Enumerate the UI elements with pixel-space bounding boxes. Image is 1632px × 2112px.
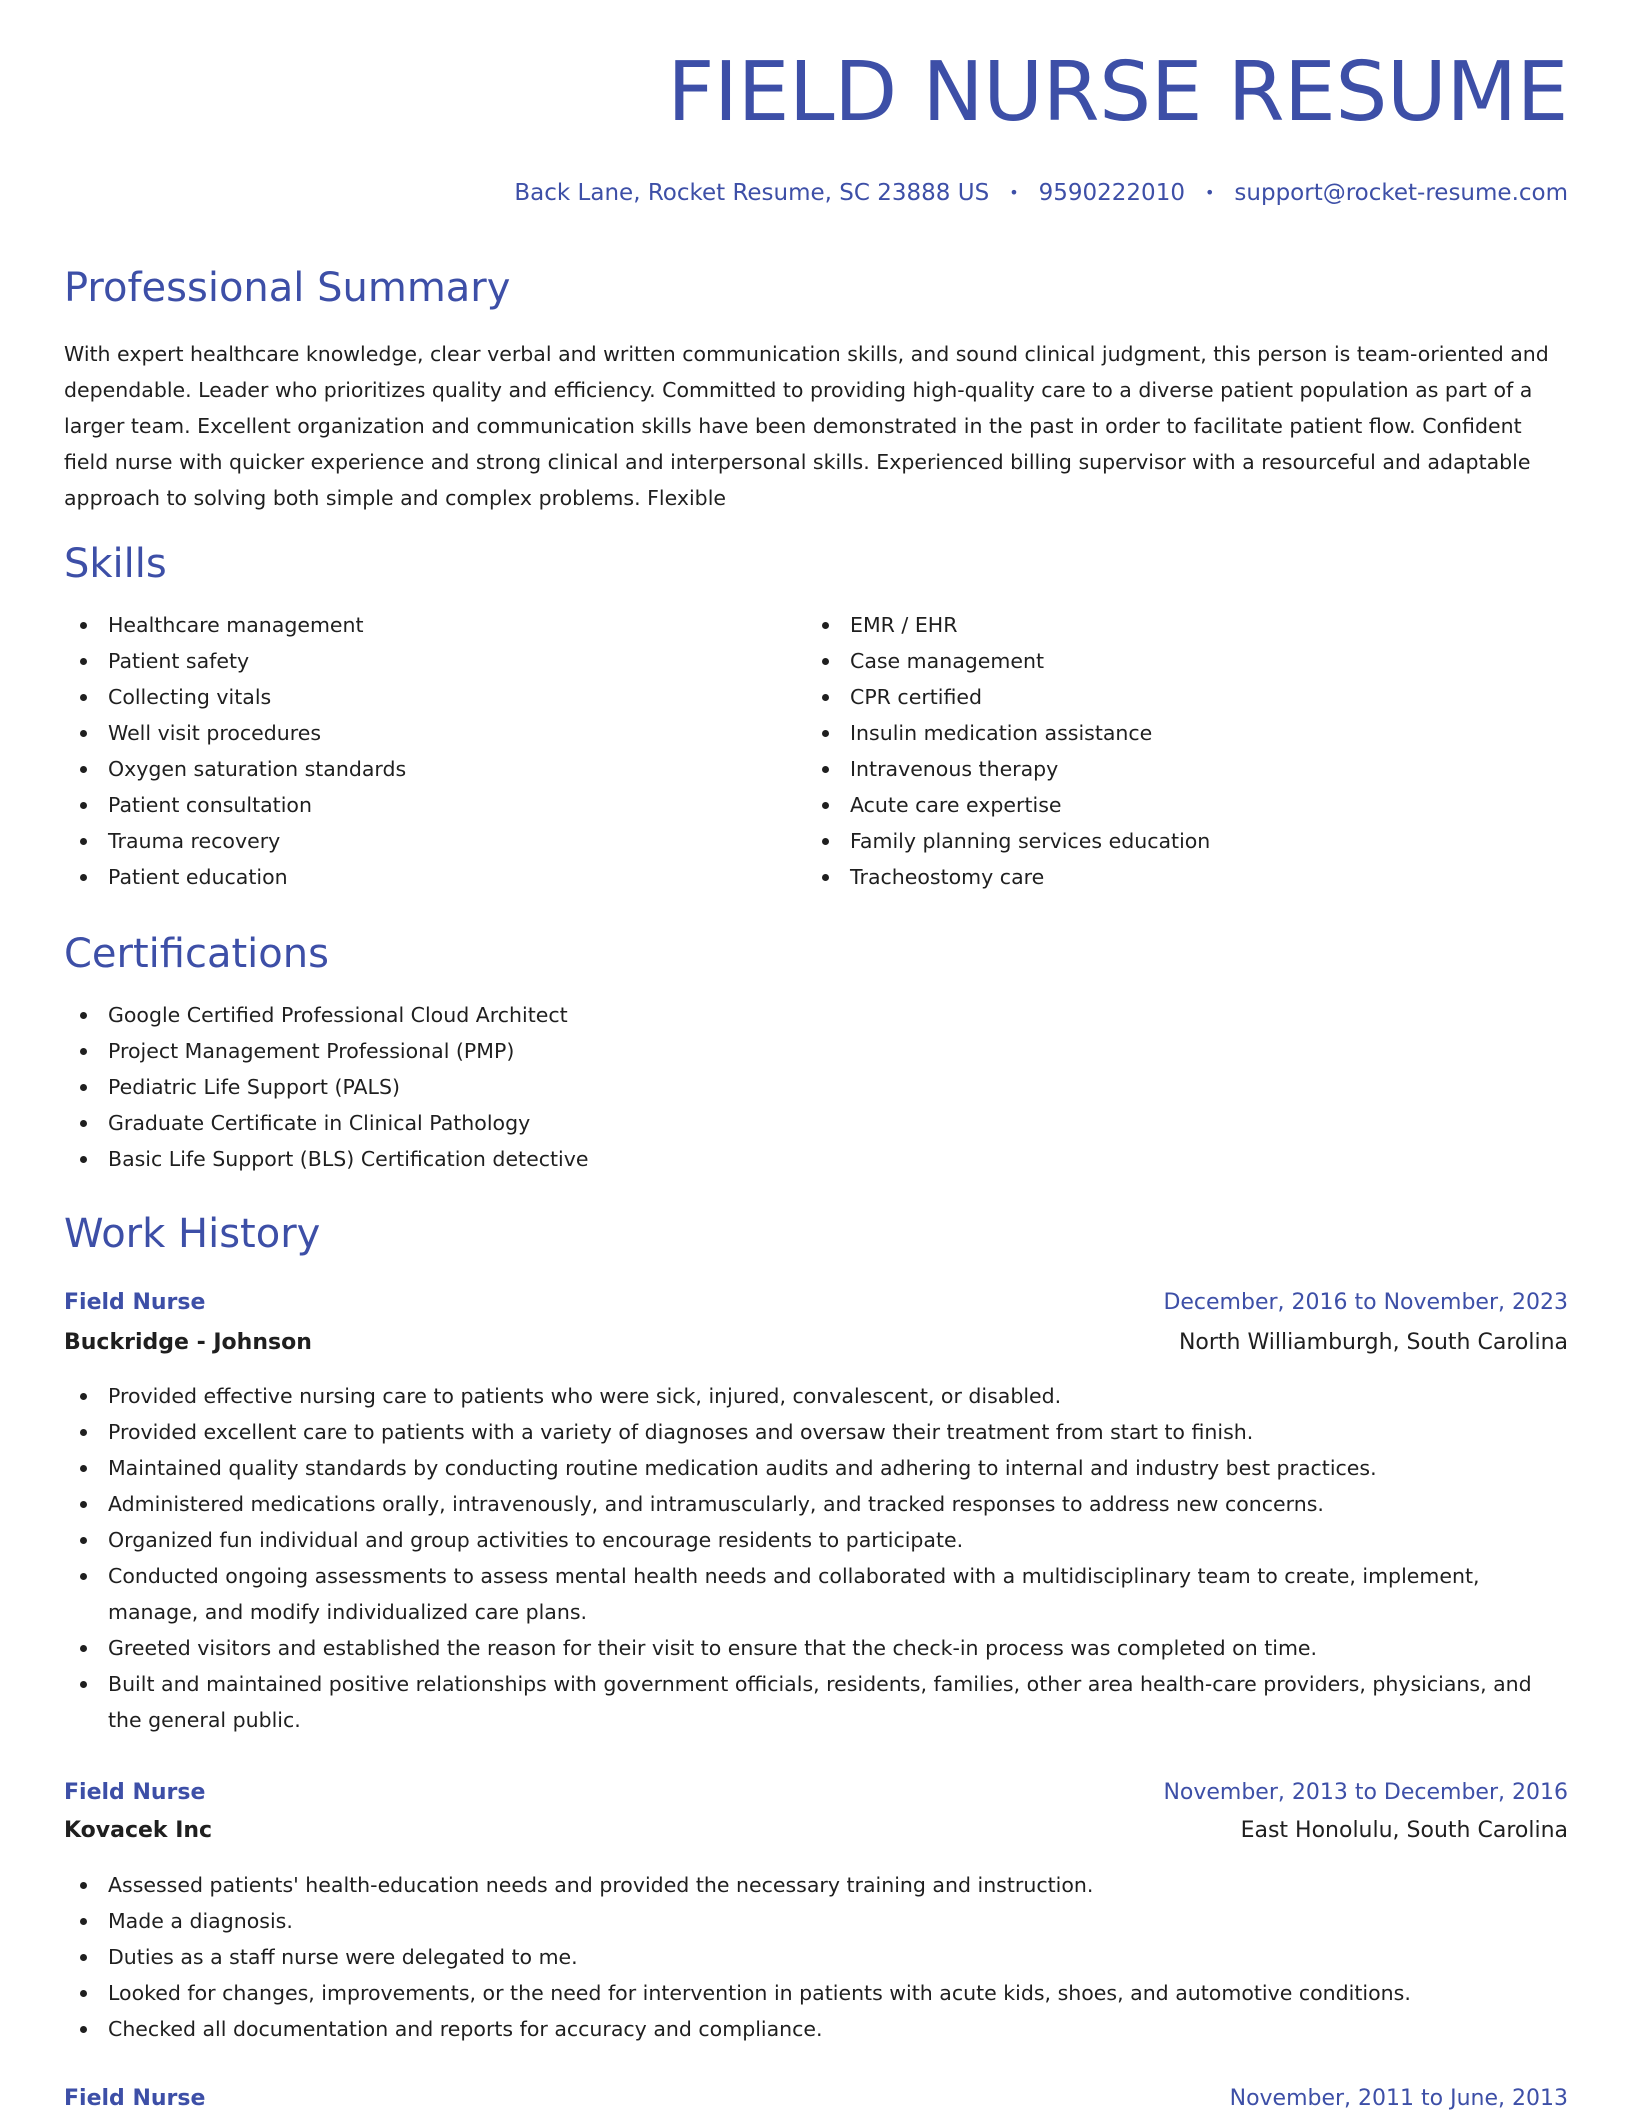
work-history-heading: Work History xyxy=(64,1211,321,1257)
job-duty-item: Provided effective nursing care to patients who were sick, injured, convalescent, or disabled. xyxy=(64,1378,1568,1414)
job-duty-item: Conducted ongoing assessments to assess mental health needs and collaborated with a multidisciplinary team to create, implement, manage, and modify individualized care plans. xyxy=(64,1558,1568,1630)
certification-item: Project Management Professional (PMP) xyxy=(64,1033,1568,1069)
job-duty-item: Duties as a staff nurse were delegated to me. xyxy=(64,1939,1568,1975)
job-duty-item: Checked all documentation and reports for accuracy and compliance. xyxy=(64,2011,1568,2047)
certification-item: Graduate Certificate in Clinical Pathology xyxy=(64,1105,1568,1141)
skill-item: Healthcare management xyxy=(64,607,764,643)
job-duty-item: Looked for changes, improvements, or the need for intervention in patients with acute kids, shoes, and automotive conditions. xyxy=(64,1975,1568,2011)
skill-item: Patient education xyxy=(64,859,764,895)
skill-item: Acute care expertise xyxy=(806,787,1506,823)
summary-text: With expert healthcare knowledge, clear verbal and written communication skills, and sound clinical judgment, this person is team-oriented and dependable. Leader who prioritizes quality and efficiency. Committed to providing high-quality care to a diverse patient population as part of a larger team. Excellent organization and communication skills have been demonstrated in the past in order to facilitate patient flow. Confident field nurse with quicker experience and strong clinical and interpersonal skills. Experienced billing supervisor with a resourceful and adaptable approach to solving both simple and complex problems. Flexible xyxy=(64,342,1549,510)
contact-phone: 9590222010 xyxy=(1038,180,1185,206)
skill-item: Insulin medication assistance xyxy=(806,715,1506,751)
job-dates: December, 2016 to November, 2023 xyxy=(1163,1290,1568,1315)
contact-line xyxy=(514,180,1568,206)
job-duty-item: Assessed patients' health-education needs and provided the necessary training and instruction. xyxy=(64,1867,1568,1903)
job-duties-list xyxy=(64,1867,1568,2047)
job-dates: November, 2011 to June, 2013 xyxy=(1229,2086,1568,2111)
skill-item: CPR certified xyxy=(806,679,1506,715)
skills-list-left xyxy=(64,607,764,895)
certification-item: Basic Life Support (BLS) Certification detective xyxy=(64,1141,1568,1177)
certification-item: Google Certified Professional Cloud Architect xyxy=(64,997,1568,1033)
job-duty-item: Maintained quality standards by conducting routine medication audits and adhering to internal and industry best practices. xyxy=(64,1450,1568,1486)
skill-item: Intravenous therapy xyxy=(806,751,1506,787)
job-location: East Honolulu, South Carolina xyxy=(1240,1818,1568,1843)
skill-item: Patient consultation xyxy=(64,787,764,823)
skill-item: Patient safety xyxy=(64,643,764,679)
skill-item: Trauma recovery xyxy=(64,823,764,859)
certifications-heading: Certifications xyxy=(64,931,329,977)
certifications-list xyxy=(64,997,1568,1177)
skill-item: Oxygen saturation standards xyxy=(64,751,764,787)
job-location: North Williamburgh, South Carolina xyxy=(1178,1330,1568,1355)
job-company: Buckridge - Johnson xyxy=(64,1330,312,1355)
job-duties-list xyxy=(64,1378,1568,1738)
job-duty-item: Greeted visitors and established the reason for their visit to ensure that the check-in process was completed on time. xyxy=(64,1630,1568,1666)
job-title: Field Nurse xyxy=(64,1780,206,1805)
job-duty-item: Built and maintained positive relationships with government officials, residents, families, other area health-care providers, physicians, and the general public. xyxy=(64,1666,1568,1738)
summary-heading: Professional Summary xyxy=(64,265,511,311)
resume-title: FIELD NURSE RESUME xyxy=(667,45,1568,140)
job-duty-item: Administered medications orally, intravenously, and intramuscularly, and tracked responses to address new concerns. xyxy=(64,1486,1568,1522)
skills-heading: Skills xyxy=(64,541,167,587)
skill-item: Collecting vitals xyxy=(64,679,764,715)
job-duty-item: Provided excellent care to patients with a variety of diagnoses and oversaw their treatment from start to finish. xyxy=(64,1414,1568,1450)
job-title: Field Nurse xyxy=(64,1290,206,1315)
skill-item: Well visit procedures xyxy=(64,715,764,751)
contact-separator: • xyxy=(1204,183,1215,202)
skill-item: Tracheostomy care xyxy=(806,859,1506,895)
skill-item: Case management xyxy=(806,643,1506,679)
job-duty-item: Made a diagnosis. xyxy=(64,1903,1568,1939)
skill-item: EMR / EHR xyxy=(806,607,1506,643)
job-title: Field Nurse xyxy=(64,2086,206,2111)
job-dates: November, 2013 to December, 2016 xyxy=(1163,1780,1568,1805)
certification-item: Pediatric Life Support (PALS) xyxy=(64,1069,1568,1105)
contact-separator: • xyxy=(1009,183,1019,202)
contact-email[interactable]: support@rocket-resume.com xyxy=(1234,180,1568,206)
skills-list-right xyxy=(806,607,1506,895)
job-company: Kovacek Inc xyxy=(64,1818,213,1843)
contact-address: Back Lane, Rocket Resume, SC 23888 US xyxy=(514,180,990,206)
job-duty-item: Organized fun individual and group activities to encourage residents to participate. xyxy=(64,1522,1568,1558)
skill-item: Family planning services education xyxy=(806,823,1506,859)
